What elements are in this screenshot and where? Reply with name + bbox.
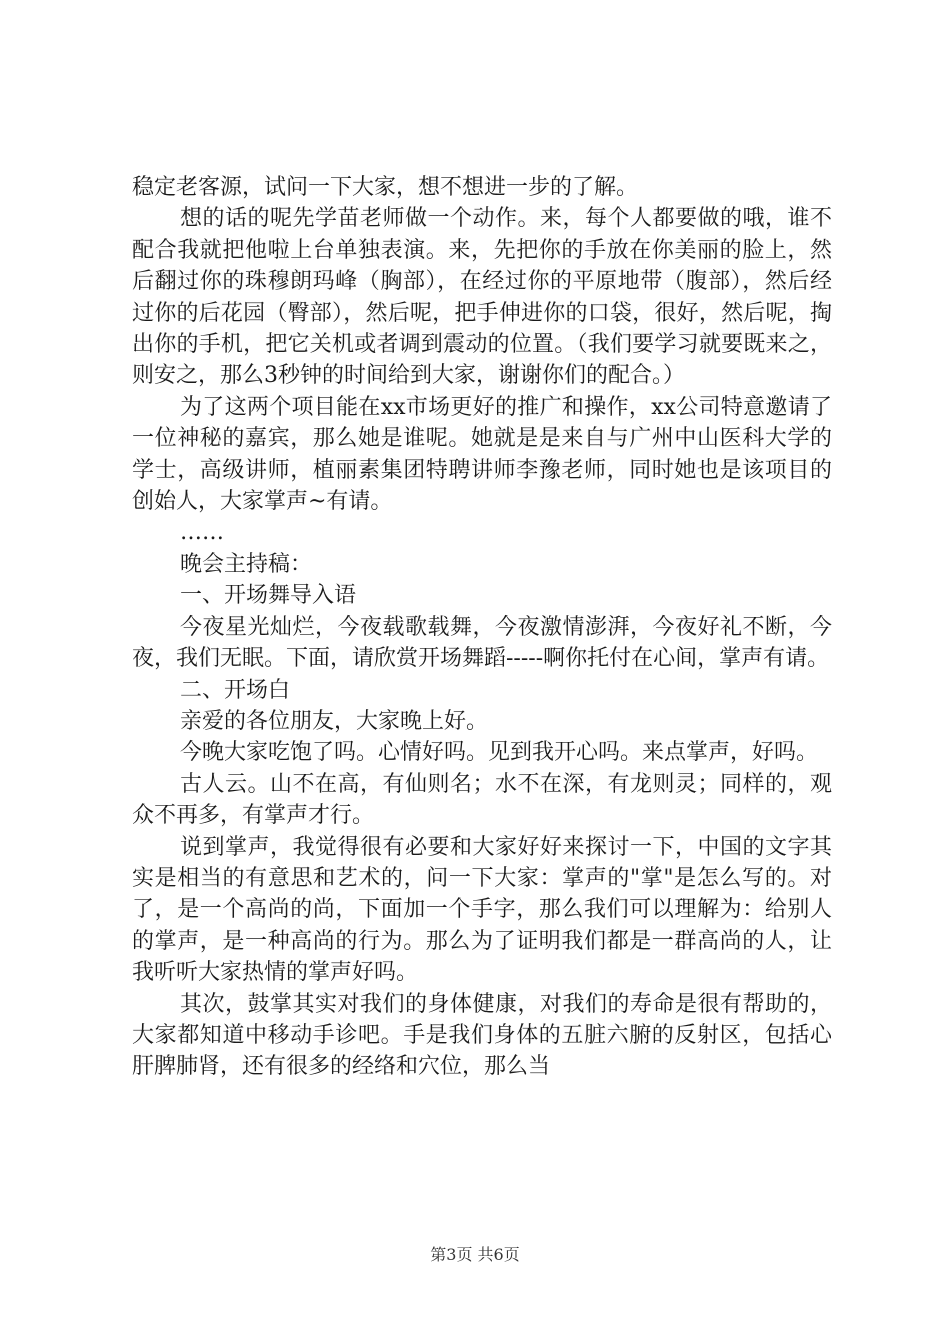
paragraph: 说到掌声，我觉得很有必要和大家好好来探讨一下，中国的文字其实是相当的有意思和艺术的，问一下大家：掌声的"掌"是怎么写的。对了，是一个高尚的尚，下面加一个手字，那么我们可以理解为：给别人的掌声，是一种高尚的行为。那么为了证明我们都是一群高尚的人，让我听听大家热情的掌声好吗。 — [132, 834, 832, 986]
page-footer: 第3页 共6页 — [430, 1245, 520, 1264]
paragraph: 二、开场白 — [180, 677, 291, 703]
paragraph: 今晚大家吃饱了吗。心情好吗。见到我开心吗。来点掌声，好吗。 — [180, 740, 819, 766]
paragraph: 晚会主持稿： — [180, 551, 313, 577]
paragraph: 古人云。山不在高，有仙则名；水不在深，有龙则灵；同样的，观众不再多，有掌声才行。 — [132, 771, 832, 829]
paragraph: 亲爱的各位朋友，大家晚上好。 — [180, 708, 489, 734]
paragraph: 稳定老客源，试问一下大家，想不想进一步的了解。 — [132, 175, 639, 200]
paragraph: …… — [180, 520, 224, 546]
paragraph: 其次，鼓掌其实对我们的身体健康，对我们的寿命是很有帮助的，大家都知道中移动手诊吧。手是我们身体的五脏六腑的反射区，包括心肝脾肺肾，还有很多的经络和穴位，那么当 — [132, 991, 832, 1080]
paragraph: 今夜星光灿烂，今夜载歌载舞，今夜激情澎湃，今夜好礼不断，今夜，我们无眠。下面，请欣赏开场舞蹈-----啊你托付在心间，掌声有请。 — [132, 614, 832, 672]
paragraph: 为了这两个项目能在xx市场更好的推广和操作，xx公司特意邀请了一位神秘的嘉宾，那么她是谁呢。她就是是来自与广州中山医科大学的学士，高级讲师，植丽素集团特聘讲师李豫老师，同时她也是该项目的创始人，大家掌声~有请。 — [132, 394, 832, 515]
paragraph: 一、开场舞导入语 — [180, 583, 357, 609]
document-body — [132, 172, 832, 1083]
paragraph: 想的话的呢先学苗老师做一个动作。来，每个人都要做的哦，谁不配合我就把他啦上台单独表演。来，先把你的手放在你美丽的脸上，然后翻过你的珠穆朗玛峰（胸部），在经过你的平原地带（腹部），然后经过你的后花园（臀部），然后呢，把手伸进你的口袋，很好，然后呢，掏出你的手机，把它关机或者调到震动的位置。（我们要学习就要既来之，则安之，那么3秒钟的时间给到大家，谢谢你们的配合。） — [132, 206, 832, 389]
